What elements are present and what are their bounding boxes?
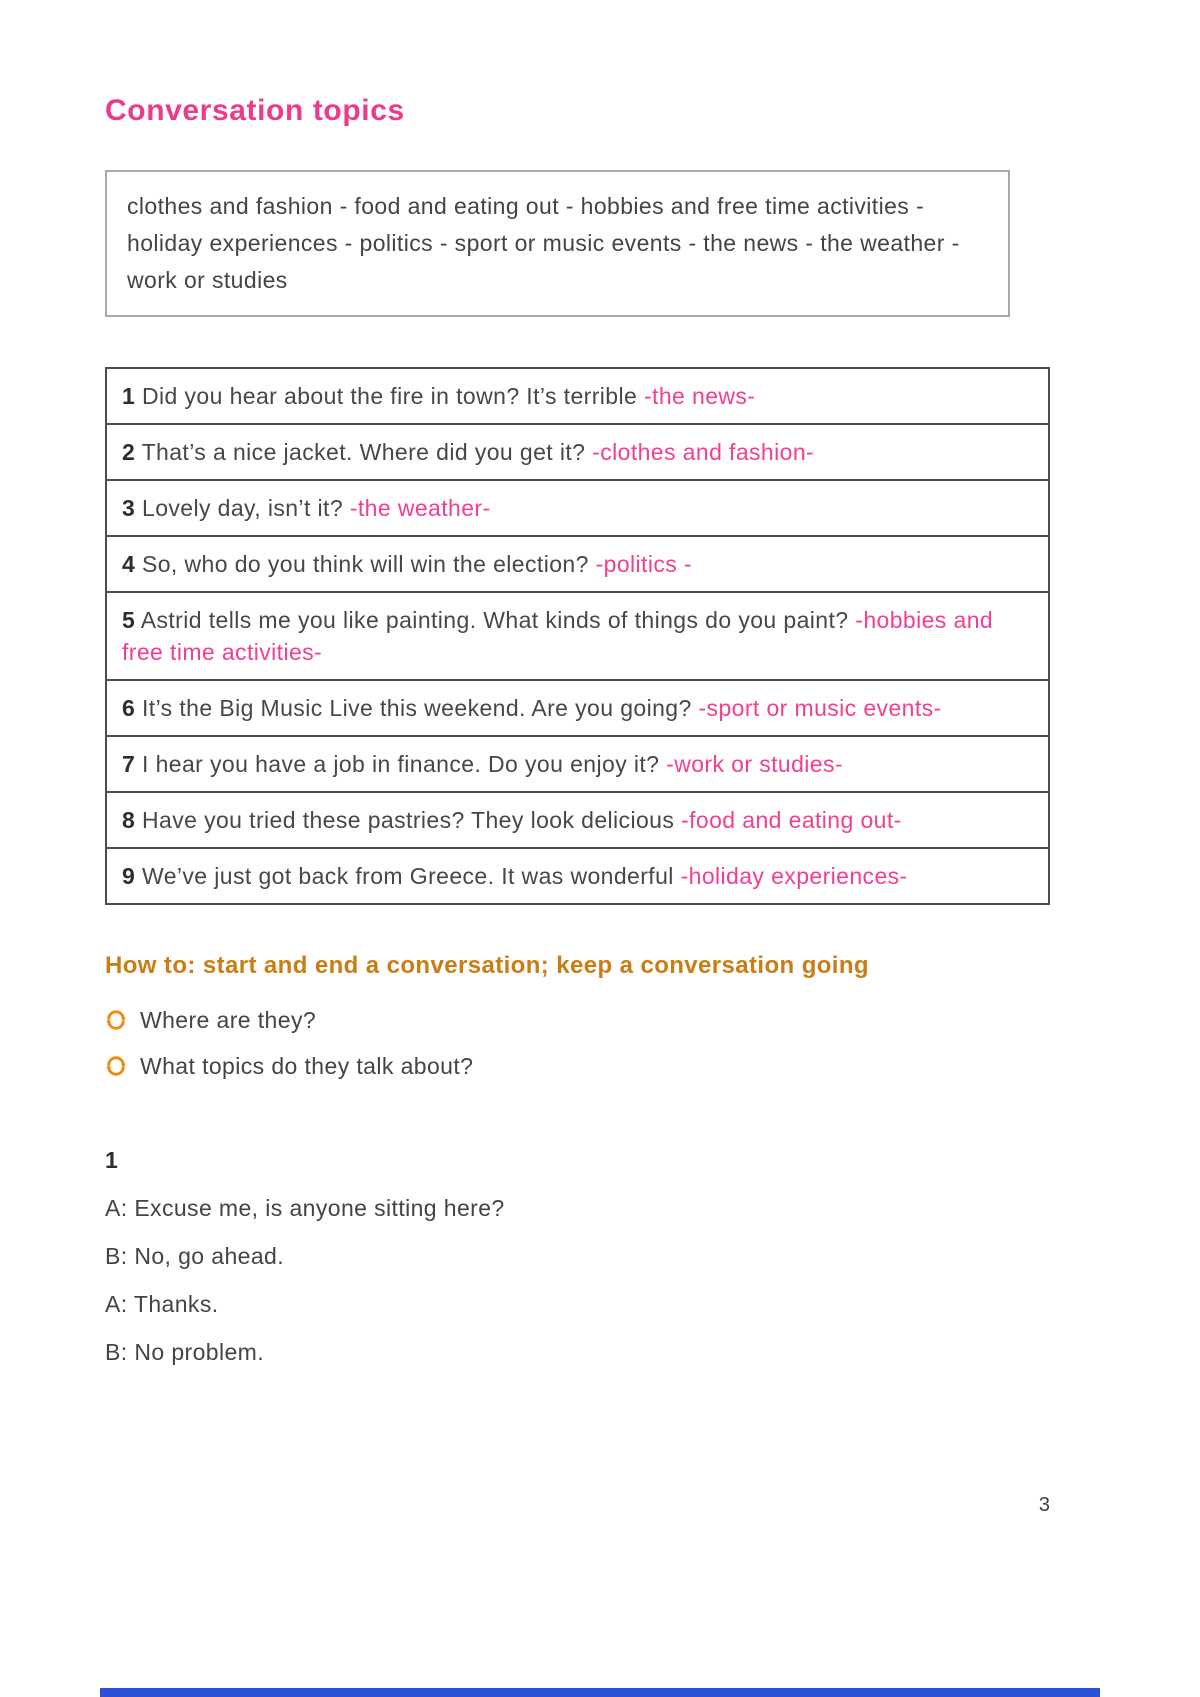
circular-arrows-icon — [105, 1009, 127, 1031]
dialogue-line: A: Thanks. — [105, 1291, 219, 1317]
bullet-item — [105, 1051, 1050, 1081]
table-row — [107, 369, 1048, 425]
question-number: 2 — [122, 439, 136, 465]
question-text: Astrid tells me you like painting. What kinds of things do you paint? — [140, 607, 849, 633]
dialogue-line: A: Excuse me, is anyone sitting here? — [105, 1195, 505, 1221]
bullet-item — [105, 1005, 1050, 1035]
table-row — [107, 737, 1048, 793]
question-answer: -the weather- — [349, 495, 491, 521]
question-text: So, who do you think will win the election? — [142, 551, 589, 577]
table-row — [107, 537, 1048, 593]
page-title: Conversation topics — [105, 94, 405, 127]
bullet-text: What topics do they talk about? — [140, 1053, 474, 1079]
question-number: 6 — [122, 695, 136, 721]
table-row — [107, 593, 1048, 681]
question-answer: -food and eating out- — [681, 807, 902, 833]
table-row — [107, 481, 1048, 537]
questions-table — [105, 367, 1050, 905]
bullet-text: Where are they? — [140, 1007, 317, 1033]
table-row — [107, 425, 1048, 481]
question-number: 8 — [122, 807, 136, 833]
question-answer: -the news- — [643, 383, 756, 409]
question-answer: -hobbies and free time activities- — [122, 607, 994, 665]
circular-arrows-icon — [105, 1055, 127, 1077]
dialogue-line: B: No, go ahead. — [105, 1243, 285, 1269]
question-text: Did you hear about the fire in town? It’s terrible — [142, 383, 638, 409]
question-number: 1 — [122, 383, 136, 409]
page-content — [105, 0, 1050, 1367]
question-text: Have you tried these pastries? They look delicious — [142, 807, 675, 833]
question-number: 7 — [122, 751, 136, 777]
question-answer: -sport or music events- — [698, 695, 942, 721]
how-to-heading: How to: start and end a conversation; keep a conversation going — [105, 952, 869, 979]
question-number: 3 — [122, 495, 136, 521]
question-answer: -work or studies- — [666, 751, 843, 777]
topics-box-text: clothes and fashion - food and eating out - hobbies and free time activities - holiday experiences - politics - sport or music events - the news - the weather - work or studies — [127, 193, 960, 293]
dialogue-line: B: No problem. — [105, 1339, 264, 1365]
question-number: 9 — [122, 863, 136, 889]
question-answer: -holiday experiences- — [680, 863, 908, 889]
dialogue-number: 1 — [105, 1147, 118, 1173]
question-text: It’s the Big Music Live this weekend. Are you going? — [142, 695, 692, 721]
question-number: 4 — [122, 551, 136, 577]
table-row — [107, 793, 1048, 849]
question-answer: -clothes and fashion- — [592, 439, 815, 465]
page-number: 3 — [1038, 1494, 1050, 1516]
question-text: I hear you have a job in finance. Do you enjoy it? — [142, 751, 660, 777]
question-text: That’s a nice jacket. Where did you get it? — [141, 439, 586, 465]
question-number: 5 — [122, 607, 136, 633]
question-text: We’ve just got back from Greece. It was wonderful — [142, 863, 674, 889]
question-answer: -politics - — [595, 551, 692, 577]
topics-box — [105, 170, 1010, 317]
footer-bar — [100, 1688, 1100, 1697]
table-row — [107, 681, 1048, 737]
how-to-bullets — [105, 1005, 1050, 1081]
question-text: Lovely day, isn’t it? — [142, 495, 344, 521]
table-row — [107, 849, 1048, 903]
dialogue-block — [105, 1193, 1050, 1367]
